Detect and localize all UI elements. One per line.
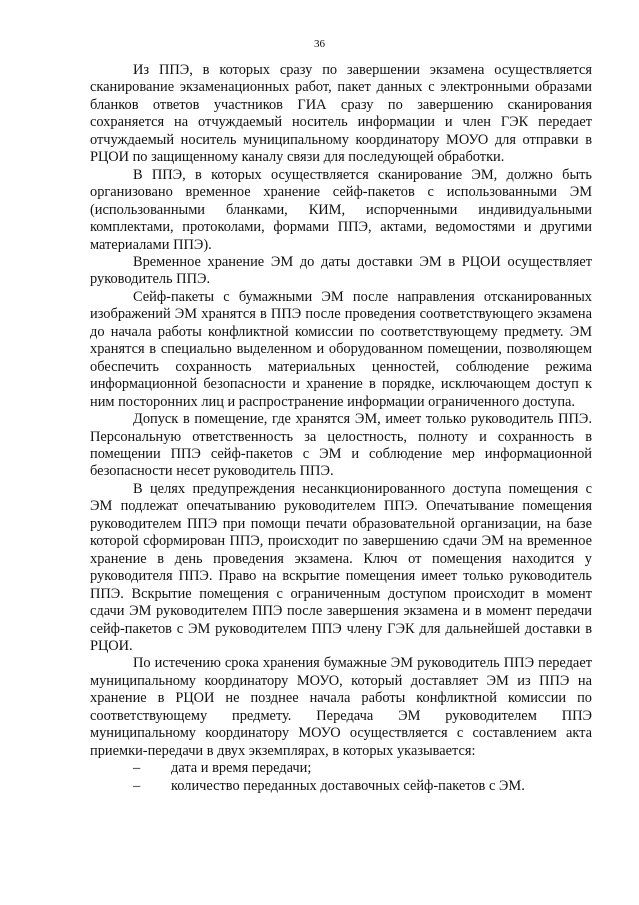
- list-item: [90, 778, 592, 795]
- paragraph: Сейф-пакеты с бумажными ЭМ после направления отсканированных изображений ЭМ хранятся в ППЭ после проведения соответствующего экзамена до начала работы конфликтной комиссии по соответствующему предмету. ЭМ хранятся в специально выделенном и оборудованном помещении, позволяющем обеспечить сохранность материальных ценностей, соблюдение режима информационной безопасности и хранение в порядке, исключающем доступ к ним посторонних лиц и распространение информации ограниченного доступа.: [90, 288, 592, 410]
- paragraph: В ППЭ, в которых осуществляется сканирование ЭМ, должно быть организовано временное хранение сейф-пакетов с использованными ЭМ (использованными бланками, КИМ, испорченными индивидуальными комплектами, протоколами, формами ППЭ, актами, ведомостями и другими материалами ППЭ).: [90, 166, 592, 253]
- dash-marker: –: [133, 760, 141, 777]
- page-number: 36: [314, 38, 325, 50]
- list-item-text: дата и время передачи;: [171, 760, 312, 777]
- document-body: [90, 62, 592, 795]
- list-item: [90, 760, 592, 777]
- paragraph: Временное хранение ЭМ до даты доставки ЭМ в РЦОИ осуществляет руководитель ППЭ.: [90, 253, 592, 288]
- paragraph: Из ППЭ, в которых сразу по завершении экзамена осуществляется сканирование экзаменационных работ, пакет данных с электронными образами бланков ответов участников ГИА сразу по завершению сканирования сохраняется на отчуждаемый носитель информации и член ГЭК передает отчуждаемый носитель муниципальному координатору МОУО для отправки в РЦОИ по защищенному каналу связи для последующей обработки.: [90, 62, 592, 166]
- paragraph: Допуск в помещение, где хранятся ЭМ, имеет только руководитель ППЭ. Персональную ответственность за целостность, полноту и сохранность в помещении ППЭ сейф-пакетов с ЭМ и соблюдение мер информационной безопасности несет руководитель ППЭ.: [90, 411, 592, 480]
- list-item-text: количество переданных доставочных сейф-пакетов с ЭМ.: [171, 777, 525, 794]
- dash-marker: –: [133, 777, 141, 794]
- paragraph: В целях предупреждения несанкционированного доступа помещения с ЭМ подлежат опечатыванию руководителем ППЭ. Опечатывание помещения руководителем ППЭ при помощи печати образовательной организации, на базе которой сформирован ППЭ, происходит по завершению сдачи ЭМ на временное хранение в день проведения экзамена. Ключ от помещения находится у руководителя ППЭ. Право на вскрытие помещения имеет только руководитель ППЭ. Вскрытие помещения с ограниченным доступом происходит в момент сдачи ЭМ руководителем ППЭ после завершения экзамена и в момент передачи сейф-пакетов с ЭМ руководителем ППЭ члену ГЭК для дальнейшей доставки в РЦОИ.: [90, 480, 592, 654]
- bullet-list: [90, 760, 592, 795]
- paragraph: По истечению срока хранения бумажные ЭМ руководитель ППЭ передает муниципальному координатору МОУО, который доставляет ЭМ из ППЭ на хранение в РЦОИ не позднее начала работы конфликтной комиссии по соответствующему предмету. Передача ЭМ руководителем ППЭ муниципальному координатору МОУО осуществляется с составлением акта приемки-передачи в двух экземплярах, в которых указывается:: [90, 655, 592, 759]
